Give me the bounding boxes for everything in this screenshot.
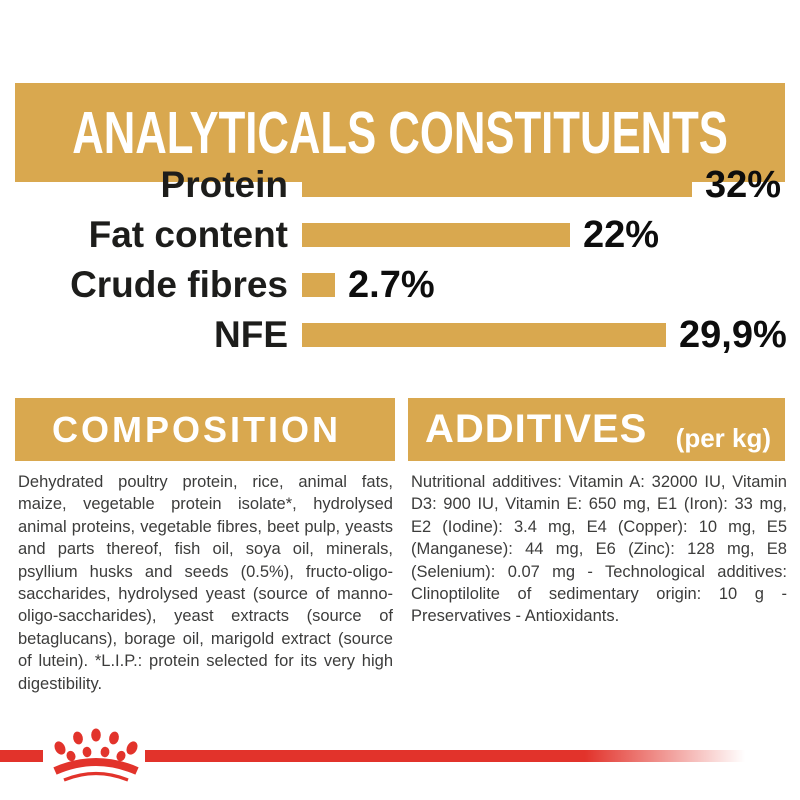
additives-unit-label: (per kg)	[675, 423, 771, 453]
composition-banner	[15, 398, 395, 461]
additives-banner	[408, 398, 785, 461]
chart-category-label: Fat content	[88, 214, 288, 255]
chart-row	[15, 260, 800, 310]
chart-category-label: Crude fibres	[70, 264, 288, 305]
analyticals-chart	[15, 160, 800, 360]
chart-bar	[302, 273, 335, 297]
chart-category-label: NFE	[214, 314, 288, 355]
chart-value-label: 2.7%	[348, 263, 435, 306]
additives-body: Nutritional additives: Vitamin A: 32000 IU, Vitamin D3: 900 IU, Vitamin E: 650 mg, E1 (Iron): 33 mg, E2 (Iodine): 3.4 mg, E4 (Copper): 10 mg, E5 (Manganese): 44 mg, E6 (Zinc): 128 mg, E8 (Selenium): 0.07 mg - Technological additives: Clinoptilolite of sedimentary origin: 10 g - Preservatives - Antioxidants.	[411, 473, 787, 626]
royal-canin-crown-icon	[53, 727, 141, 785]
chart-bar	[302, 173, 692, 197]
footer-red-line-left	[0, 750, 43, 762]
composition-body: Dehydrated poultry protein, rice, animal fats, maize, vegetable protein isolate*, hydrolysed animal proteins, vegetable fibres, beet pulp, yeasts and parts thereof, fish oil, soya oil, minerals, psyllium husks and seeds (0.5%), fructo-oligo-saccharides, hydrolysed yeast (source of manno-oligo-saccharides), yeast extracts (source of betaglucans), borage oil, marigold extract (source of lutein). *L.I.P.: protein selected for its very high digestibility.	[18, 473, 393, 693]
chart-bar	[302, 323, 666, 347]
chart-value-label: 32%	[705, 163, 782, 206]
chart-row	[15, 160, 800, 210]
composition-title: COMPOSITION	[52, 408, 342, 450]
analyticals-constituents-title: ANALYTICALS CONSTITUENTS	[72, 99, 728, 166]
chart-row	[15, 310, 800, 360]
chart-bar	[302, 223, 570, 247]
additives-title: ADDITIVES	[425, 407, 648, 451]
chart-value-label: 29,9%	[679, 313, 787, 356]
footer-red-line-right	[145, 750, 745, 762]
chart-value-label: 22%	[583, 213, 660, 256]
chart-category-label: Protein	[160, 164, 288, 205]
chart-row	[15, 210, 800, 260]
